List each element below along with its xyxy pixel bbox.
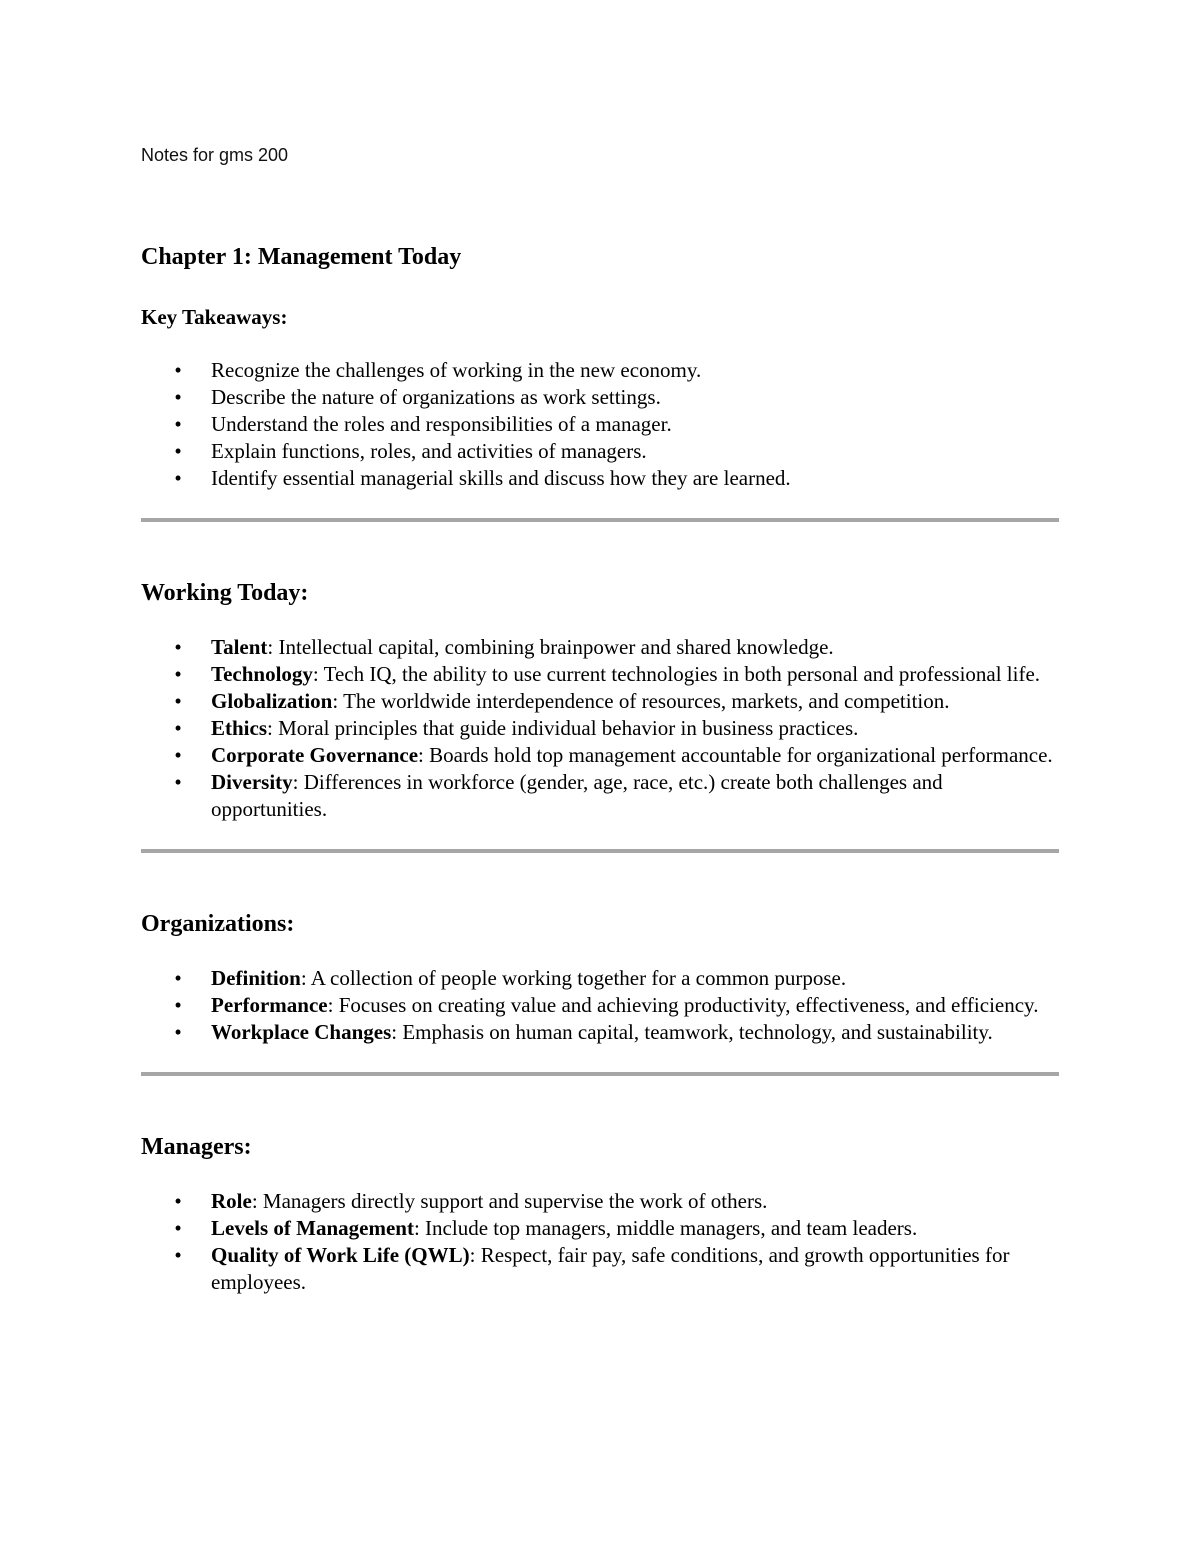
term: Quality of Work Life (QWL) (211, 1243, 470, 1267)
list-item (141, 688, 1059, 715)
section-divider (141, 1072, 1059, 1076)
bullet-icon: • (174, 1020, 182, 1044)
term-description: : Managers directly support and supervise the work of others. (251, 1189, 768, 1213)
term: Performance (211, 993, 328, 1017)
list-item (141, 715, 1059, 742)
list-item: • Identify essential managerial skills and discuss how they are learned. (141, 465, 1059, 492)
bullet-icon: • (174, 1216, 182, 1240)
list-item: • Explain functions, roles, and activities of managers. (141, 438, 1059, 465)
list-item: • Describe the nature of organizations as work settings. (141, 384, 1059, 411)
list-item (141, 661, 1059, 688)
list-item: • Understand the roles and responsibilities of a manager. (141, 411, 1059, 438)
list-item (141, 992, 1059, 1019)
term-description: : The worldwide interdependence of resources, markets, and competition. (332, 689, 950, 713)
term: Diversity (211, 770, 293, 794)
term: Talent (211, 635, 268, 659)
section-title-working-today: Working Today: (141, 580, 309, 606)
list-item (141, 1019, 1059, 1046)
term-description: : Emphasis on human capital, teamwork, technology, and sustainability. (391, 1020, 993, 1044)
term-description: : Boards hold top management accountable for organizational performance. (418, 743, 1053, 767)
key-takeaways-list (141, 357, 1059, 492)
term-description: : Differences in workforce (gender, age, race, etc.) create both challenges and opportunities. (211, 770, 943, 821)
page-header-note: Notes for gms 200 (141, 145, 289, 165)
section-title-managers: Managers: (141, 1134, 252, 1160)
section-divider (141, 518, 1059, 522)
term: Corporate Governance (211, 743, 419, 767)
chapter-title: Chapter 1: Management Today (141, 244, 462, 270)
bullet-icon: • (174, 412, 182, 436)
bullet-icon: • (174, 770, 182, 794)
term: Definition (211, 966, 301, 990)
bullet-icon: • (174, 466, 182, 490)
bullet-icon: • (174, 662, 182, 686)
bullet-icon: • (174, 993, 182, 1017)
bullet-icon: • (174, 689, 182, 713)
key-takeaways-label: Key Takeaways: (141, 305, 288, 329)
working-today-list (141, 634, 1059, 823)
section-divider (141, 849, 1059, 853)
term: Ethics (211, 716, 268, 740)
list-item (141, 1215, 1059, 1242)
bullet-icon: • (174, 385, 182, 409)
list-item (141, 1188, 1059, 1215)
term-description: : Focuses on creating value and achieving productivity, effectiveness, and efficiency. (327, 993, 1039, 1017)
list-item (141, 742, 1059, 769)
managers-list (141, 1188, 1059, 1296)
term-description: : A collection of people working together for a common purpose. (300, 966, 847, 990)
bullet-icon: • (174, 439, 182, 463)
document-body (141, 240, 1059, 1296)
term-description: : Moral principles that guide individual behavior in business practices. (267, 716, 859, 740)
term: Workplace Changes (211, 1020, 392, 1044)
term: Role (211, 1189, 252, 1213)
list-item (141, 769, 1059, 823)
bullet-icon: • (174, 1243, 182, 1267)
term-description: : Tech IQ, the ability to use current technologies in both personal and professional life. (312, 662, 1041, 686)
bullet-icon: • (174, 1189, 182, 1213)
term: Levels of Management (211, 1216, 414, 1240)
list-item (141, 634, 1059, 661)
term-description: : Include top managers, middle managers, and team leaders. (413, 1216, 918, 1240)
term: Globalization (211, 689, 333, 713)
list-item (141, 965, 1059, 992)
section-title-organizations: Organizations: (141, 911, 295, 937)
list-item: • Recognize the challenges of working in the new economy. (141, 357, 1059, 384)
bullet-icon: • (174, 358, 182, 382)
bullet-icon: • (174, 966, 182, 990)
bullet-icon: • (174, 635, 182, 659)
term-description: : Respect, fair pay, safe conditions, and growth opportunities for employees. (211, 1243, 1010, 1294)
term-description: : Intellectual capital, combining brainpower and shared knowledge. (267, 635, 834, 659)
term: Technology (211, 662, 313, 686)
organizations-list (141, 965, 1059, 1046)
bullet-icon: • (174, 716, 182, 740)
list-item (141, 1242, 1059, 1296)
bullet-icon: • (174, 743, 182, 767)
